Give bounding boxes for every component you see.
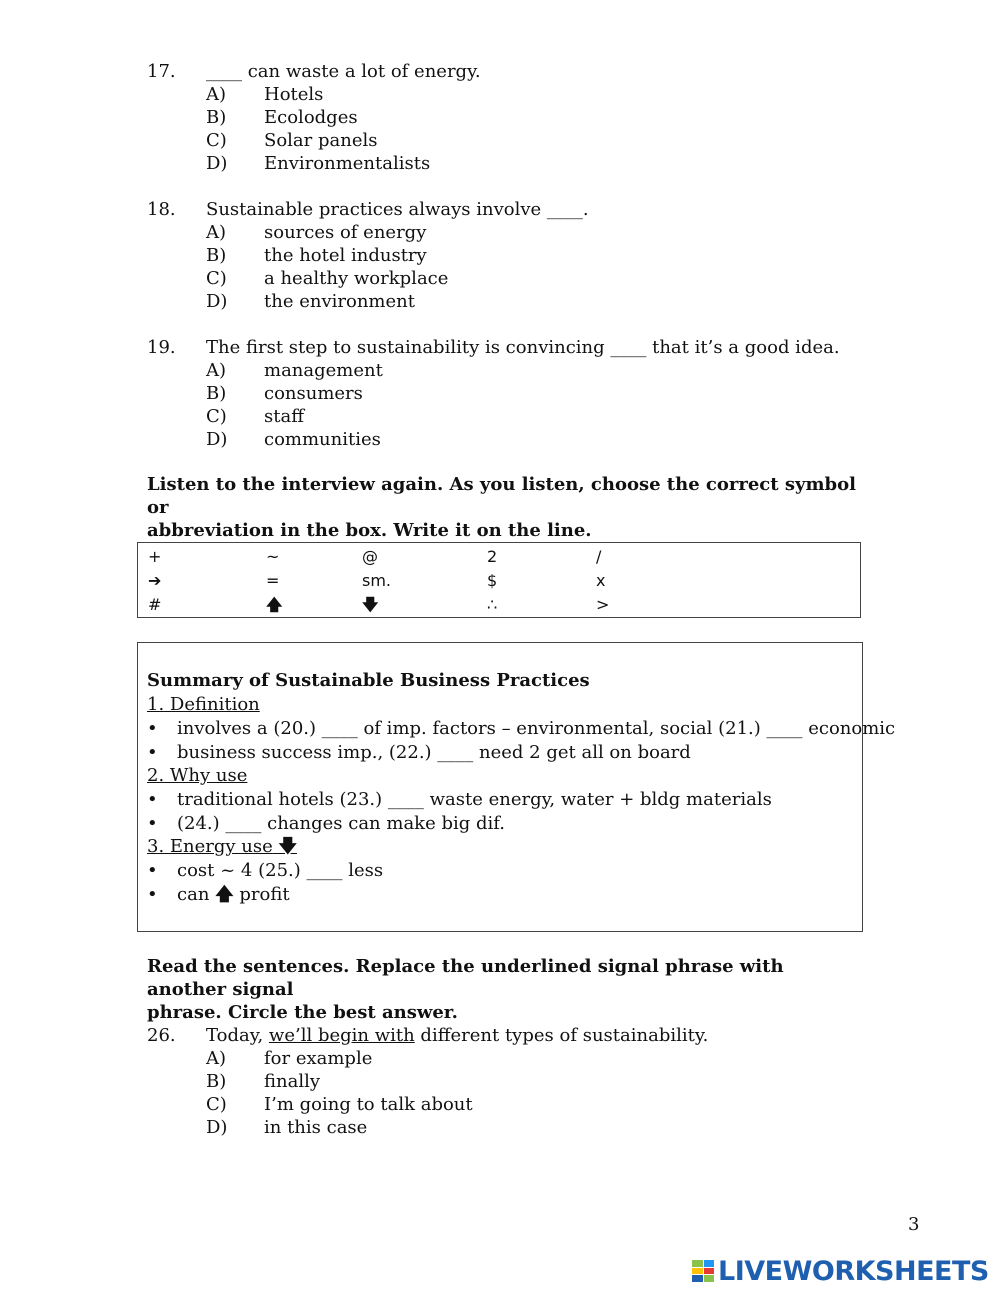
question-19 xyxy=(147,336,840,451)
up-arrow-icon: 🡅 xyxy=(215,884,234,905)
list-item: • cost ~ 4 (25.) ____ less xyxy=(147,860,384,881)
question-18 xyxy=(147,198,589,313)
symbol: $ xyxy=(487,571,498,590)
question-text: Sustainable practices always involve ____. xyxy=(206,199,589,220)
list-item: • (24.) ____ changes can make big dif. xyxy=(147,813,505,834)
summary-title: Summary of Sustainable Business Practices xyxy=(147,670,590,691)
symbol: ∴ xyxy=(487,595,498,614)
option-c[interactable]: C) I’m going to talk about xyxy=(206,1094,473,1115)
question-number: 18. xyxy=(147,199,176,220)
question-text: ____ can waste a lot of energy. xyxy=(206,61,481,82)
logo-icon xyxy=(692,1260,714,1282)
symbol: 2 xyxy=(487,547,498,566)
option-a[interactable]: A) Hotels xyxy=(206,84,324,105)
question-number: 26. xyxy=(147,1025,176,1046)
option-b[interactable]: B) the hotel industry xyxy=(206,245,427,266)
option-c[interactable]: C) Solar panels xyxy=(206,130,378,151)
underlined-phrase: we’ll begin with xyxy=(268,1025,415,1046)
symbol: > xyxy=(596,595,610,614)
summary-box xyxy=(137,642,896,932)
summary-heading: 2. Why use xyxy=(147,765,248,786)
option-b[interactable]: B) Ecolodges xyxy=(206,107,358,128)
option-c[interactable]: C) staff xyxy=(206,406,304,427)
symbol: # xyxy=(148,595,162,614)
symbol: sm. xyxy=(362,571,392,590)
option-d[interactable]: D) the environment xyxy=(206,291,415,312)
symbol: + xyxy=(148,547,162,566)
right-arrow-icon: ➔ xyxy=(148,571,162,590)
brand-name: LIVEWORKSHEETS xyxy=(718,1255,989,1287)
symbol: / xyxy=(596,547,602,566)
symbol: = xyxy=(266,571,280,590)
question-number: 19. xyxy=(147,337,176,358)
down-arrow-icon: 🡇 xyxy=(278,836,298,857)
reading-instruction: Read the sentences. Replace the underlined signal phrase with another signal phrase. Circle the best answer. xyxy=(147,956,784,1023)
symbol-box xyxy=(137,542,861,618)
option-d[interactable]: D) Environmentalists xyxy=(206,153,431,174)
list-item: • business success imp., (22.) ____ need 2 get all on board xyxy=(147,742,691,763)
option-a[interactable]: A) for example xyxy=(206,1048,373,1069)
question-text: The first step to sustainability is convincing ____ that it’s a good idea. xyxy=(206,337,840,358)
symbol: x xyxy=(596,571,606,590)
question-26: 26. Today, we’ll begin with different types of sustainability. A) for example B) finally C) I’m going to talk about D) in this case xyxy=(147,1025,709,1138)
symbol: ~ xyxy=(266,547,280,566)
option-d[interactable]: D) in this case xyxy=(206,1117,368,1138)
option-a[interactable]: A) management xyxy=(206,360,383,381)
listening-instruction: Listen to the interview again. As you listen, choose the correct symbol or abbreviation in the box. Write it on the line. xyxy=(147,474,856,541)
question-17 xyxy=(147,60,481,175)
question-number: 17. xyxy=(147,61,176,82)
up-arrow-icon: 🡅 xyxy=(266,595,283,614)
option-b[interactable]: B) finally xyxy=(206,1071,321,1092)
option-a[interactable]: A) sources of energy xyxy=(206,222,427,243)
symbol: @ xyxy=(362,547,378,566)
down-arrow-icon: 🡇 xyxy=(362,595,379,614)
summary-heading: 3. Energy use 🡇 xyxy=(147,836,298,857)
option-c[interactable]: C) a healthy workplace xyxy=(206,268,449,289)
list-item: • involves a (20.) ____ of imp. factors – environmental, social (21.) ____ economic xyxy=(147,718,896,739)
liveworksheets-logo[interactable] xyxy=(692,1256,989,1286)
option-d[interactable]: D) communities xyxy=(206,429,381,450)
list-item: • can 🡅 profit xyxy=(147,884,290,905)
summary-heading: 1. Definition xyxy=(147,694,260,715)
option-b[interactable]: B) consumers xyxy=(206,383,363,404)
list-item: • traditional hotels (23.) ____ waste energy, water + bldg materials xyxy=(147,789,772,810)
page-number: 3 xyxy=(908,1214,920,1235)
